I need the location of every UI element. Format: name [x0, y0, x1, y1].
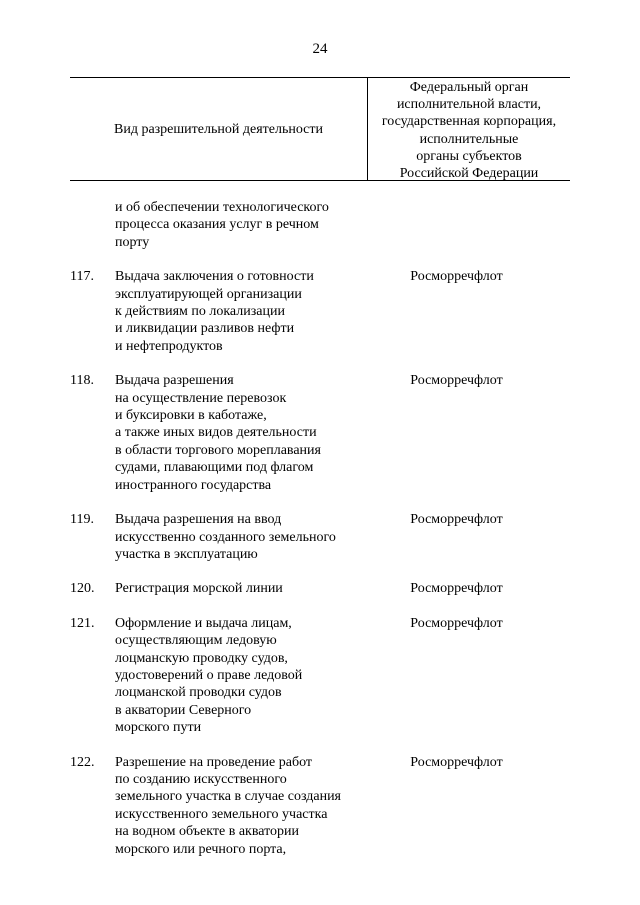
activity-description: [115, 754, 375, 858]
activity-line: осуществляющим ледовую: [115, 633, 277, 649]
activity-line: морского или речного порта,: [115, 841, 287, 857]
row-number: 121.: [70, 615, 95, 631]
page-number: 24: [312, 41, 328, 57]
row-number: 117.: [70, 269, 94, 285]
activity-line: судами, плавающими под флагом: [115, 460, 314, 476]
table-row: [70, 199, 570, 251]
table-row: [70, 754, 570, 858]
responsible-agency: Росморречфлот: [410, 581, 503, 597]
activity-line: в акватории Северного: [115, 702, 252, 718]
column-header-agency-line: органы субъектов: [416, 148, 522, 164]
activity-line: земельного участка в случае создания: [115, 789, 341, 805]
activity-line: Выдача разрешения: [115, 373, 234, 389]
column-header-agency-line: исполнительной власти,: [396, 97, 542, 113]
table-row: [70, 511, 570, 563]
responsible-agency: Росморречфлот: [410, 373, 503, 389]
activity-line: а также иных видов деятельности: [115, 425, 317, 441]
row-number: 119.: [70, 512, 94, 528]
activity-line: на осуществление перевозок: [115, 390, 287, 406]
activity-line: порту: [115, 234, 150, 250]
activity-line: лоцманскую проводку судов,: [115, 650, 288, 666]
table-row: [70, 268, 570, 355]
activity-line: удостоверений о праве ледовой: [115, 667, 303, 683]
activity-description: [115, 511, 375, 563]
activity-line: Регистрация морской линии: [115, 581, 283, 597]
column-header-agency-line: исполнительные: [419, 131, 519, 147]
table-row: [70, 615, 570, 737]
column-header-agency-line: Федеральный орган: [409, 80, 529, 95]
row-number: 120.: [70, 581, 95, 597]
activity-description: [115, 372, 375, 494]
column-header-activity: Вид разрешительной деятельности: [113, 121, 323, 137]
activity-description: [115, 580, 375, 597]
activity-line: Выдача заключения о готовности: [115, 269, 314, 285]
table-top-rule: [70, 77, 570, 78]
column-header-agency-line: государственная корпорация,: [381, 114, 557, 130]
activity-line: эксплуатирующей организации: [115, 286, 302, 302]
activity-line: искусственного земельного участка: [115, 806, 328, 822]
row-number: 122.: [70, 754, 95, 770]
activity-line: и буксировки в каботаже,: [115, 408, 267, 424]
responsible-agency: Росморречфлот: [410, 269, 503, 285]
table-body: [70, 199, 570, 875]
activity-line: процесса оказания услуг в речном: [115, 217, 319, 233]
activity-line: Разрешение на проведение работ: [115, 754, 312, 770]
activity-line: лоцманской проводки судов: [115, 685, 282, 701]
activity-line: Выдача разрешения на ввод: [115, 512, 282, 528]
activity-line: искусственно созданного земельного: [115, 529, 336, 545]
activity-description: [115, 268, 375, 355]
activity-line: по созданию искусственного: [115, 771, 287, 787]
table-row: [70, 372, 570, 494]
table-row: [70, 580, 570, 597]
column-header-agency: [368, 79, 570, 182]
activity-line: участка в эксплуатацию: [115, 546, 258, 562]
activity-description: [115, 615, 375, 737]
activity-line: к действиям по локализации: [115, 304, 285, 320]
column-header-agency-line: Российской Федерации: [399, 166, 539, 182]
activity-line: и об обеспечении технологического: [115, 200, 329, 215]
activity-line: морского пути: [115, 720, 202, 736]
activity-line: иностранного государства: [115, 477, 272, 493]
row-number: 118.: [70, 373, 94, 389]
activity-line: Оформление и выдача лицам,: [115, 615, 292, 631]
activity-line: и нефтепродуктов: [115, 338, 223, 354]
responsible-agency: Росморречфлот: [410, 512, 503, 528]
activity-description: [115, 199, 375, 251]
activity-line: в области торгового мореплавания: [115, 442, 321, 458]
row-number: [70, 199, 115, 251]
activity-line: и ликвидации разливов нефти: [115, 321, 295, 337]
activity-line: на водном объекте в акватории: [115, 824, 300, 840]
responsible-agency: [343, 199, 570, 251]
responsible-agency: Росморречфлот: [410, 754, 503, 770]
responsible-agency: Росморречфлот: [410, 615, 503, 631]
